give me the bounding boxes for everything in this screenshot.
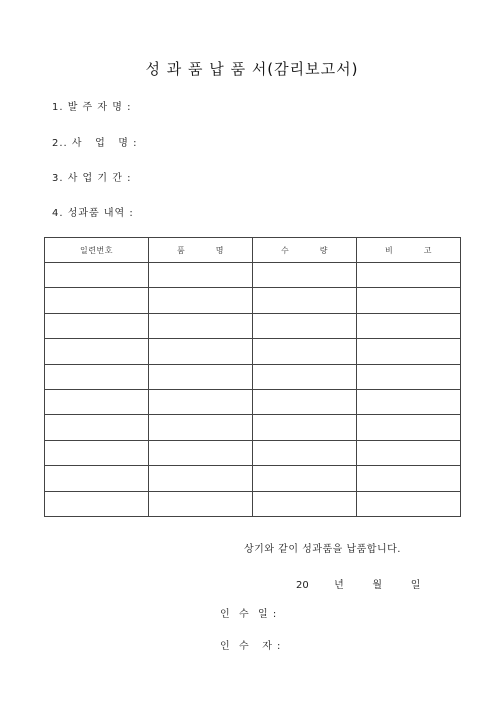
table-cell (357, 263, 461, 288)
table-row (45, 313, 461, 338)
table-cell (149, 288, 253, 313)
table-cell (45, 466, 149, 491)
table-cell (253, 389, 357, 414)
table-cell (45, 389, 149, 414)
header-remarks: 비 고 (357, 238, 461, 263)
table-cell (149, 263, 253, 288)
table-cell (253, 440, 357, 465)
table-cell (253, 364, 357, 389)
table-row (45, 466, 461, 491)
header-quantity: 수 량 (253, 238, 357, 263)
table-cell (45, 263, 149, 288)
table-cell (253, 263, 357, 288)
document-title: 성 과 품 납 품 서(감리보고서) (145, 60, 359, 78)
table-cell (45, 491, 149, 516)
table-cell (45, 440, 149, 465)
table-cell (253, 415, 357, 440)
table-cell (357, 339, 461, 364)
table-cell (357, 389, 461, 414)
table-cell (45, 415, 149, 440)
field-deliverables-list: 4. 성과품 내역 : (52, 208, 134, 219)
table-cell (357, 313, 461, 338)
table-row (45, 263, 461, 288)
table-cell (253, 313, 357, 338)
table-cell (45, 288, 149, 313)
table-cell (357, 415, 461, 440)
header-item-name: 품 명 (149, 238, 253, 263)
table-cell (357, 466, 461, 491)
table-header-row (45, 238, 461, 263)
table-row (45, 364, 461, 389)
receipt-date-label: 인 수 일 : (220, 609, 278, 620)
table-cell (149, 440, 253, 465)
table-cell (357, 364, 461, 389)
table-cell (253, 466, 357, 491)
table-cell (45, 339, 149, 364)
field-project-name: 2.. 사 업 명 : (52, 138, 138, 149)
table-row (45, 440, 461, 465)
receiver-label: 인 수 자 : (220, 641, 282, 652)
table-cell (149, 389, 253, 414)
table-cell (45, 364, 149, 389)
header-serial-number: 일련번호 (45, 238, 149, 263)
table-cell (149, 339, 253, 364)
field-project-period: 3. 사 업 기 간 : (52, 173, 132, 184)
table-cell (149, 313, 253, 338)
table-cell (357, 288, 461, 313)
table-cell (149, 415, 253, 440)
table-row (45, 491, 461, 516)
table-cell (357, 440, 461, 465)
date-line: 20 년 월 일 (296, 580, 421, 591)
table-cell (149, 466, 253, 491)
field-orderer-name: 1. 발 주 자 명 : (52, 102, 132, 113)
table-cell (253, 339, 357, 364)
table-cell (149, 364, 253, 389)
table-row (45, 288, 461, 313)
table-cell (45, 313, 149, 338)
table-body (45, 263, 461, 517)
table-cell (253, 288, 357, 313)
table-cell (253, 491, 357, 516)
table-row (45, 389, 461, 414)
table-cell (149, 491, 253, 516)
delivery-statement: 상기와 같이 성과품을 납품합니다. (244, 544, 401, 555)
table-cell (357, 491, 461, 516)
table-row (45, 415, 461, 440)
deliverables-table (44, 237, 461, 517)
table-row (45, 339, 461, 364)
